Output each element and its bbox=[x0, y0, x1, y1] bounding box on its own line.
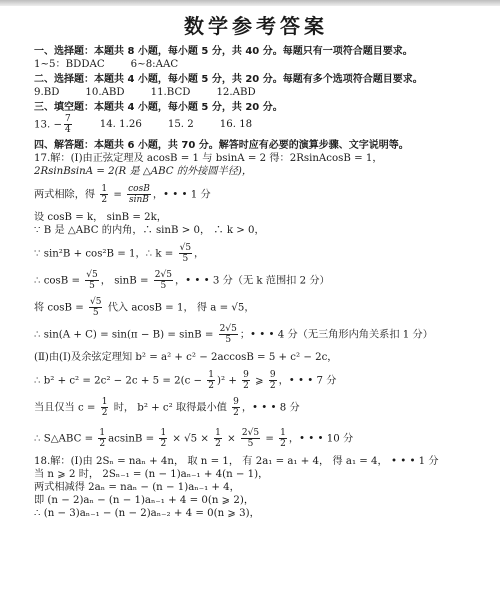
q17-line: ∵ B 是 △ABC 的内角，∴ sinB > 0， ∴ k > 0， bbox=[34, 224, 265, 236]
q17-line: (Ⅱ)由(Ⅰ)及余弦定理知 b² = a² + c² − 2accosB = 5 + c² − 2c， bbox=[34, 351, 338, 363]
q17-line: 当且仅当 c = $\frac{1}{2}$ 时， b² + c² 取得最小值 $\frac{9}{2}$ ，• • • 8 分 bbox=[34, 396, 300, 418]
page-title: 数学参考答案 bbox=[184, 14, 328, 38]
answer-item: 9.BD bbox=[34, 87, 60, 98]
section1-heading: 一、选择题：本题共 8 小题，每小题 5 分，共 40 分。每题只有一项符合题目要求。 bbox=[34, 46, 413, 57]
q18-line: ∴ (n − 3)aₙ₋₁ − (n − 2)aₙ₋₂ + 4 = 0(n ⩾ 3)， bbox=[34, 507, 260, 519]
q17-line: ∴ b² + c² = 2c² − 2c + 5 = 2(c − $\frac{1}{2}$ )² + $\frac{9}{2}$ ⩾ $\frac{9}{2}$ ，• • • 7 分 bbox=[34, 369, 337, 391]
answer-item-13: 13. − $\frac{7}{4}$ bbox=[34, 114, 71, 135]
q17-line: 设 cosB = k， sinB = 2k， bbox=[34, 211, 167, 223]
q17-line: 2RsinBsinA = 2(R 是 △ABC 的外接圆半径)， bbox=[34, 165, 253, 177]
q17-line: ∵ sin²B + cos²B = 1，∴ k = $\frac{√5}{5}$ ， bbox=[34, 242, 205, 264]
answer-item: 1~5：BDDAC bbox=[34, 59, 105, 70]
section1-answers bbox=[34, 58, 478, 71]
answer-item: 11.BCD bbox=[150, 87, 191, 98]
answer-item: 10.ABD bbox=[85, 87, 125, 98]
section2-heading: 二、选择题：本题共 4 小题，每小题 5 分，共 20 分。每题有多个选项符合题目要求。 bbox=[34, 74, 423, 85]
q17-line: 17.解：(Ⅰ)由正弦定理及 acosB = 1 与 bsinA = 2 得：2RsinAcosB = 1， bbox=[34, 152, 383, 164]
q18-line: 两式相减得 2aₙ = naₙ − (n − 1)aₙ₋₁ + 4， bbox=[34, 481, 240, 493]
section3-heading: 三、填空题：本题共 4 小题，每小题 5 分，共 20 分。 bbox=[34, 102, 283, 113]
answer-item: 14. 1.26 bbox=[99, 119, 142, 131]
answer-item: 6~8:AAC bbox=[130, 59, 179, 70]
q18-line: 当 n ⩾ 2 时， 2Sₙ₋₁ = (n − 1)aₙ₋₁ + 4(n − 1)， bbox=[34, 468, 269, 480]
q17-line: 将 cosB = $\frac{√5}{5}$ 代入 acosB = 1， 得 a = √5， bbox=[34, 296, 255, 318]
answer-item: 15. 2 bbox=[167, 119, 194, 131]
q18-line: 即 (n − 2)aₙ − (n − 1)aₙ₋₁ + 4 = 0(n ⩾ 2)， bbox=[34, 494, 255, 506]
q17-line: ∴ sin(A + C) = sin(π − B) = sinB = $\frac{2√5}{5}$ ；• • • 4 分（无三角形内角关系扣 1 分） bbox=[34, 323, 433, 345]
section4-heading: 四、解答题：本题共 6 小题，共 70 分。解答时应有必要的演算步骤、文字说明等。 bbox=[34, 139, 409, 151]
answer-item: 12.ABD bbox=[216, 87, 256, 98]
q17-line: ∴ cosB = $\frac{√5}{5}$ ， sinB = $\frac{2√5}{5}$ ，• • • 3 分（无 k 范围扣 2 分） bbox=[34, 269, 330, 291]
q17-line: ∴ S△ABC = $\frac{1}{2}$ acsinB = $\frac{1}{2}$ × √5 × $\frac{1}{2}$ × $\frac{2√5}{5}$ = $\frac{1}{2}$ ，• • • 10 分 bbox=[34, 427, 354, 449]
cropped-header-strip bbox=[0, 0, 500, 6]
q18-line: 18.解：(Ⅰ)由 2Sₙ = naₙ + 4n， 取 n = 1， 有 2a₁ = a₁ + 4， 得 a₁ = 4， • • • 1 分 bbox=[34, 455, 439, 467]
section3-answers bbox=[34, 114, 478, 137]
q17-line: 两式相除，得 $\frac{1}{2}$ = $\frac{\cos B}{\sin B}$ ，• • • 1 分 bbox=[34, 183, 211, 205]
answer-item: 16. 18 bbox=[219, 119, 253, 131]
section2-answers bbox=[34, 86, 478, 99]
